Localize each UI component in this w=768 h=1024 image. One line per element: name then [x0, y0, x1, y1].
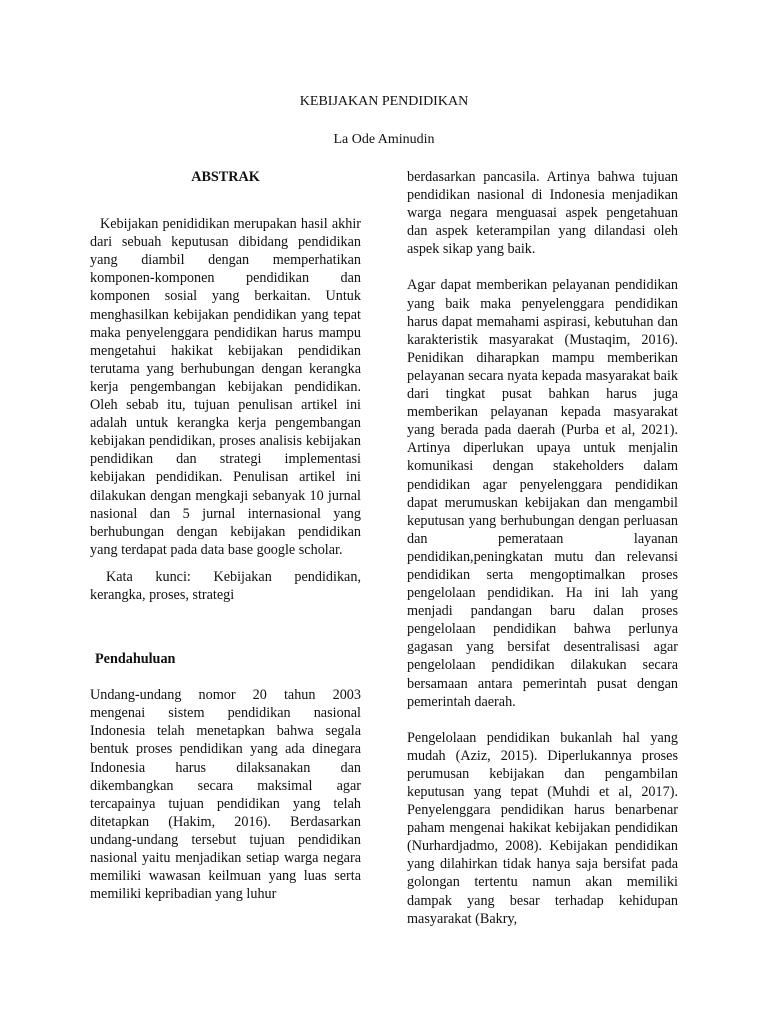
abstract-body: Kebijakan penididikan merupakan hasil akhir dari sebuah keputusan dibidang pendidikan yang diambil dengan memperhatikan komponen-komponen pendidikan dan komponen sosial yang berkaitan. Untuk menghasilkan kebijakan pendidikan yang tepat maka penyelenggara pendidikan harus mampu mengetahui hakikat kebijakan pendidikan terutama yang berhubungan dengan kerangka kerja pengembangan kebijakan pendidikan. Oleh sebab itu, tujuan penulisan artikel ini adalah untuk kerangka kerja pengembangan kebijakan pendidikan, proses analisis kebijakan pendidikan dan strategi implementasi kebijakan pendidikan. Penulisan artikel ini dilakukan dengan mengkaji sebanyak 10 jurnal nasional dan 5 jurnal internasional yang berhubungan dengan kebijakan pendidikan yang terdapat pada data base google scholar.: [90, 216, 361, 558]
author-name: La Ode Aminudin: [333, 132, 435, 147]
introduction-paragraph-2: Agar dapat memberikan pelayanan pendidikan yang baik maka penyelenggara pendidikan harus dapat memahami aspirasi, kebutuhan dan karakteristik masyarakat (Mustaqim, 2016). Penidikan diharapkan mampu memberikan pelayanan secara nyata kepada masyarakat baik dari tingkat pusat bahkan harus juga memberikan pelayanan kepada masyarakat yang berada pada daerah (Purba et al, 2021). Artinya diperlukan upaya untuk menjalin komunikasi dengan stakeholders dalam pendidikan agar penyelenggara pendidikan dapat merumuskan kebijakan dan mengambil keputusan yang berhubungan dengan perluasan dan pemerataan layanan pendidikan,peningkatan mutu dan relevansi pendidikan serta mengoptimalkan proses pengelolaan pendidikan. Ha ini lah yang menjadi pandangan baru dalan proses pengelolaan pendidikan bahwa perlunya gagasan yang bersifat desentralisasi agar pengelolaan pendidikan dilakukan secara bersamaan antara pemerintah pusat dengan pemerintah daerah.: [407, 277, 678, 710]
introduction-paragraph-3: Pengelolaan pendidikan bukanlah hal yang mudah (Aziz, 2015). Diperlukannya proses perumusan kebijakan dan pengambilan keputusan yang tepat (Muhdi et al, 2017). Penyelenggara pendidikan harus benarbenar paham mengenai hakikat kebijakan pendidikan (Nurhardjadmo, 2008). Kebijakan pendidikan yang dilahirkan tidak hanya saja bersifat pada golongan tertentu namun akan memiliki dampak yang besar terhadap kehidupan masyarakat (Bakry,: [407, 729, 678, 927]
abstract-heading: ABSTRAK: [191, 169, 260, 185]
introduction-paragraph-1: Undang-undang nomor 20 tahun 2003 mengenai sistem pendidikan nasional Indonesia telah menetapkan bahwa segala bentuk proses pendidikan yang ada dinegara Indonesia harus dilaksanakan dan dikembangkan secara maksimal agar tercapainya tujuan pendidikan yang telah ditetapkan (Hakim, 2016). Berdasarkan undang-undang tersebut tujuan pendidikan nasional yaitu menjadikan setiap warga negara memiliki wawasan keilmuan yang luas serta memiliki kepribadian yang luhur: [90, 687, 361, 903]
right-column: [407, 168, 678, 928]
document-title: KEBIJAKAN PENDIDIKAN: [299, 94, 469, 109]
keywords: Kata kunci: Kebijakan pendidikan, kerangka, proses, strategi: [90, 568, 361, 603]
left-column: [90, 168, 361, 903]
spacer: [90, 604, 361, 650]
introduction-paragraph-1-continued: berdasarkan pancasila. Artinya bahwa tujuan pendidikan nasional di Indonesia menjadikan warga negara menguasai aspek pengetahuan dan aspek keterampilan yang dilandasi oleh aspek sikap yang baik.: [407, 169, 678, 258]
introduction-heading: Pendahuluan: [95, 651, 176, 668]
